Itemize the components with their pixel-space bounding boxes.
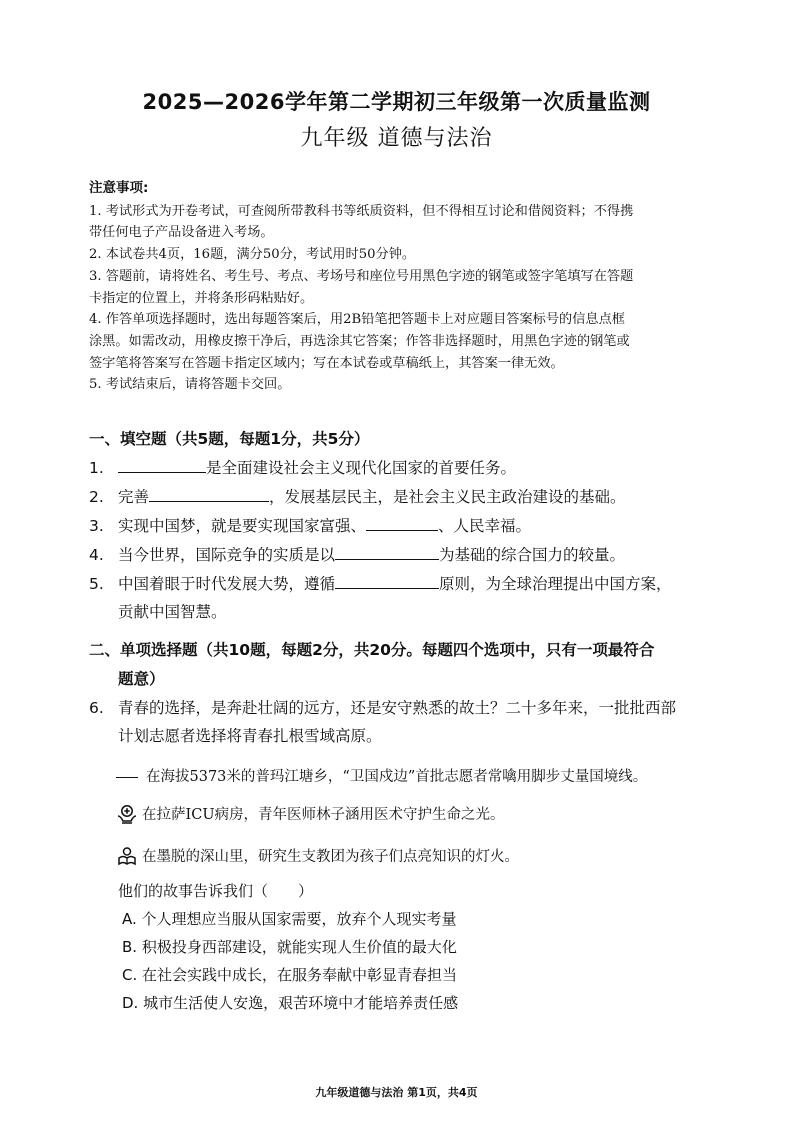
notes-block xyxy=(89,178,709,396)
story-text: 在海拔5373米的普玛江塘乡，“卫国戍边”首批志愿者常噙用脚步丈量国境线。 xyxy=(146,769,648,785)
answer-blank[interactable] xyxy=(149,487,269,502)
question-stem: 计划志愿者选择将青春扎根雪域高原。 xyxy=(118,727,382,745)
story-line-1 xyxy=(116,765,647,786)
exam-title: 2025—2026学年第二学期初三年级第一次质量监测 xyxy=(142,90,651,114)
medical-heart-hand-icon xyxy=(116,804,138,826)
story-text: 在墨脱的深山里，研究生支教团为孩子们点亮知识的灯火。 xyxy=(142,849,519,865)
exam-subtitle: 九年级 道德与法治 xyxy=(300,126,493,151)
question-prompt: 他们的故事告诉我们（ ） xyxy=(118,882,314,900)
question-number: 4. xyxy=(89,546,104,564)
question-text: 原则，为全球治理提出中国方案， xyxy=(439,575,672,593)
notes-line: 带任何电子产品设备进入考场。 xyxy=(89,225,274,241)
answer-blank[interactable] xyxy=(335,574,439,589)
story-line-3 xyxy=(116,845,519,868)
question-stem: 青春的选择，是奔赴壮阔的远方，还是安守熟悉的故土？二十多年来，一批批西部 xyxy=(118,699,677,717)
question-text: 是全面建设社会主义现代化国家的首要任务。 xyxy=(206,459,517,477)
question-number: 6. xyxy=(89,699,104,717)
question-number: 3. xyxy=(89,517,104,535)
option-d[interactable]: D. 城市生活使人安逸，艰苦环境中才能培养责任感 xyxy=(122,994,459,1012)
section2-heading: 二、单项选择题（共10题，每题2分，共20分。每题四个选项中，只有一项最符合 xyxy=(89,641,655,659)
notes-line: 涂黑。如需改动，用橡皮擦干净后，再选涂其它答案；作答非选择题时，用黑色字迹的钢笔或 xyxy=(89,333,630,349)
page-footer: 九年级道德与法治 第1页，共4页 xyxy=(315,1086,478,1099)
question-text: 贡献中国智慧。 xyxy=(118,603,227,621)
question-text: ，发展基层民主，是社会主义民主政治建设的基础。 xyxy=(269,488,626,506)
section2-heading-cont: 题意） xyxy=(118,670,165,688)
answer-blank[interactable] xyxy=(335,545,439,560)
story-text: 在拉萨ICU病房，青年医师林子涵用医术守护生命之光。 xyxy=(142,807,505,823)
section1-heading: 一、填空题（共5题，每题1分，共5分） xyxy=(89,430,370,448)
story-line-2 xyxy=(116,803,505,826)
notes-line: 5. 考试结束后，请将答题卡交回。 xyxy=(89,377,291,393)
notes-line: 卡指定的位置上，并将条形码粘贴好。 xyxy=(89,290,314,306)
notes-line: 签字笔将答案写在答题卡指定区域内；写在本试卷或草稿纸上，其答案一律无效。 xyxy=(89,355,564,371)
question-text: 完善 xyxy=(118,488,150,506)
option-b[interactable]: B. 积极投身西部建设，就能实现人生价值的最大化 xyxy=(122,938,457,956)
notes-heading: 注意事项: xyxy=(89,180,149,196)
answer-blank[interactable] xyxy=(118,458,206,473)
notes-line: 4. 作答单项选择题时，选出每题答案后，用2B铅笔把答题卡上对应题目答案标号的信息点框 xyxy=(89,312,625,328)
notes-line: 3. 答题前，请将姓名、考生号、考点、考场号和座位号用黑色字迹的钢笔或签字笔填写在答题 xyxy=(89,268,634,284)
question-text: 中国着眼于时代发展大势，遵循 xyxy=(118,575,336,593)
question-text: 当今世界，国际竞争的实质是以 xyxy=(118,546,336,564)
question-text: 为基础的综合国力的较量。 xyxy=(439,546,626,564)
question-number: 2. xyxy=(89,488,104,506)
question-number: 1. xyxy=(89,459,104,477)
notes-line: 2. 本试卷共4页，16题，满分50分，考试用时50分钟。 xyxy=(89,247,416,263)
option-a[interactable]: A. 个人理想应当服从国家需要，放弃个人现实考量 xyxy=(122,910,457,928)
dash-mark xyxy=(116,777,138,778)
question-number: 5. xyxy=(89,575,104,593)
teacher-book-icon xyxy=(116,846,138,868)
notes-line: 1. 考试形式为开卷考试，可查阅所带教科书等纸质资料，但不得相互讨论和借阅资料；不得携 xyxy=(89,203,634,219)
answer-blank[interactable] xyxy=(366,516,438,531)
question-text: 、人民幸福。 xyxy=(438,517,532,535)
question-text: 实现中国梦，就是要实现国家富强、 xyxy=(118,517,367,535)
option-c[interactable]: C. 在社会实践中成长，在服务奉献中彰显青春担当 xyxy=(122,966,458,984)
